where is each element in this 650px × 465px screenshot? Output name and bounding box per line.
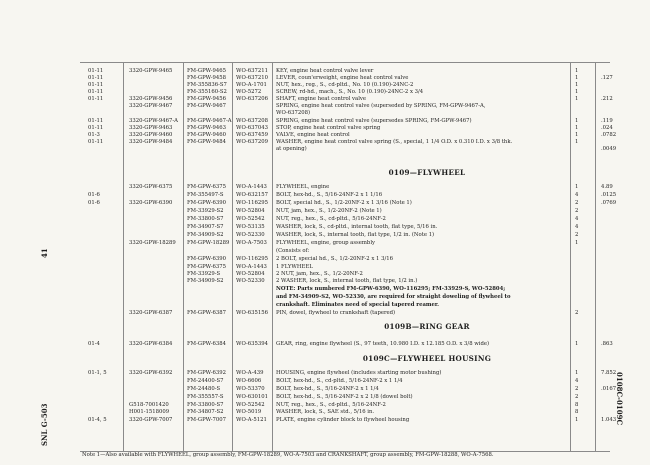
cell-wo: WO-52542 xyxy=(236,216,265,222)
cell-desc: 2 NUT, jam, hex., S., 1/2-20NF-2 xyxy=(276,271,363,277)
cell-wo: WO-637459 xyxy=(236,132,268,138)
cell-desc: 2 BOLT, special hd., S., 1/2-20NF-2 x 1 3/16 xyxy=(276,256,393,262)
cell-fm: FM-24480-S xyxy=(187,386,221,392)
cell-g: 01-4, 5 xyxy=(88,417,107,423)
cell-wt: .119 xyxy=(601,118,613,124)
cell-ford: 3320-GPW-7007 xyxy=(129,417,173,423)
cell-desc: WASHER, lock, S., cd-pltd., internal tooth, flat type, 5/16 in. xyxy=(276,224,438,230)
cell-wo: WO-637211 xyxy=(236,68,268,74)
cell-wo: WO-635156 xyxy=(236,310,268,316)
cell-desc: and FM-34909-S2, WO-52330, are required for straight doweling of flywheel to xyxy=(276,294,511,300)
cell-desc: (Consists of: xyxy=(276,248,310,254)
cell-wo: WO-A-1443 xyxy=(236,264,267,270)
cell-fm: FM-355497-S xyxy=(187,192,224,198)
footnote: Note 1—Also available with FLYWHEEL, group assembly, FM-GPW-18289, WO-A-7503 and CRANKSHAFT, group assembly, FM-GPW-18288, WO-A-7568. xyxy=(82,452,494,458)
cell-wt: 1.043 xyxy=(601,417,617,423)
cell-fm: FM-33800-S7 xyxy=(187,402,224,408)
cell-g: 01-11 xyxy=(88,75,104,81)
cell-qty: 4 xyxy=(575,216,579,222)
section-heading-ring-gear: 0109B—RING GEAR xyxy=(384,322,470,331)
cell-wo: WO-52804 xyxy=(236,271,265,277)
cell-desc: BOLT, special hd., S., 1/2-20NF-2 x 1 3/16 (Note 1) xyxy=(276,200,412,206)
cell-ford: 3320-GPW-6392 xyxy=(129,370,173,376)
cell-wo: WO-632157 xyxy=(236,192,268,198)
cell-wo: WO-637210 xyxy=(236,75,268,81)
cell-fm: FM-33800-S7 xyxy=(187,216,224,222)
cell-fm: FM-GPW-9460 xyxy=(187,132,227,138)
cell-fm: FM-34807-S2 xyxy=(187,409,224,415)
cell-fm: FM-GPW-7007 xyxy=(187,417,227,423)
column-divider xyxy=(123,62,124,452)
cell-wo: WO-116295 xyxy=(236,200,268,206)
cell-desc: KEY, engine heat control valve lever xyxy=(276,68,374,74)
cell-g: 01-4 xyxy=(88,341,100,347)
cell-ford: G518-7001420 xyxy=(129,402,169,408)
cell-wt: .127 xyxy=(601,75,613,81)
cell-ford: 3320-GPW-6387 xyxy=(129,310,173,316)
cell-wo: WO-637208 xyxy=(236,118,268,124)
cell-desc: NUT, jam, hex., S., 1/2-20NF-2 (Note 1) xyxy=(276,208,382,214)
cell-desc: BOLT, hex-hd., S., 5/16-24NF-2 x 1 1/4 xyxy=(276,386,379,392)
cell-qty: 1 xyxy=(575,139,579,145)
cell-desc: WO-637208) xyxy=(276,110,311,116)
cell-qty: 8 xyxy=(575,409,579,415)
section-heading-flywheel-housing: 0109C—FLYWHEEL HOUSING xyxy=(362,354,492,363)
cell-wo: WO-635394 xyxy=(236,341,268,347)
cell-qty: 1 xyxy=(575,370,579,376)
cell-g: 01-11 xyxy=(88,68,104,74)
cell-desc: NUT, reg., hex., S., cd-pltd., 5/16-24NF-2 xyxy=(276,216,386,222)
cell-desc: PLATE, engine cylinder block to flywheel housing xyxy=(276,417,410,423)
column-divider xyxy=(232,62,233,452)
cell-fm: FM-GPW-6387 xyxy=(187,310,227,316)
cell-ford: 3320-GPW-9460 xyxy=(129,132,173,138)
cell-desc: 1 FLYWHEEL xyxy=(276,264,313,270)
cell-fm: FM-GPW-6375 xyxy=(187,184,227,190)
cell-fm: FM-34909-S2 xyxy=(187,232,224,238)
cell-qty: 2 xyxy=(575,208,579,214)
cell-wt: .863 xyxy=(601,341,613,347)
cell-wo: WO-5272 xyxy=(236,89,262,95)
cell-g: 01-11 xyxy=(88,82,104,88)
cell-desc: at opening) xyxy=(276,146,307,152)
cell-qty: 1 xyxy=(575,132,579,138)
cell-desc: VALVE, engine heat control xyxy=(276,132,350,138)
cell-qty: 2 xyxy=(575,200,579,206)
cell-wo: WO-6606 xyxy=(236,378,262,384)
cell-desc: STOP, engine heat control valve spring xyxy=(276,125,381,131)
cell-wo: WO-A-439 xyxy=(236,370,264,376)
cell-desc: NOTE: Parts numbered FM-GPW-6390, WO-116295; FM-33929-S, WO-52804; xyxy=(276,286,506,292)
cell-fm: FM-GPW-9484 xyxy=(187,139,227,145)
cell-wt: .0125 xyxy=(601,192,617,198)
cell-g: 01-11 xyxy=(88,96,104,102)
right-side-label: 0108C-0109C xyxy=(615,372,624,426)
cell-desc: GEAR, ring, engine flywheel (S., 97 teeth, 10.980 I.D. x 12.185 O.D. x 3/8 wide) xyxy=(276,341,490,347)
cell-qty: 4 xyxy=(575,192,579,198)
cell-wt: .0769 xyxy=(601,200,617,206)
cell-wo: WO-A-1443 xyxy=(236,184,267,190)
cell-wt: 7.852 xyxy=(601,370,617,376)
cell-wo: WO-A-7503 xyxy=(236,240,267,246)
cell-g: 01-11 xyxy=(88,118,104,124)
cell-qty: 1 xyxy=(575,68,579,74)
cell-fm: FM-GPW-18289 xyxy=(187,240,230,246)
cell-wo: WO-52542 xyxy=(236,402,265,408)
cell-desc: FLYWHEEL, engine, group assembly xyxy=(276,240,376,246)
cell-qty: 1 xyxy=(575,240,579,246)
cell-qty: 1 xyxy=(575,184,579,190)
cell-qty: 1 xyxy=(575,96,579,102)
cell-fm: FM-33929-S2 xyxy=(187,208,224,214)
cell-g: 01-6 xyxy=(88,200,100,206)
cell-qty: 1 xyxy=(575,118,579,124)
top-rule xyxy=(80,62,610,63)
section-heading-flywheel: 0109—FLYWHEEL xyxy=(388,168,466,177)
cell-qty: 1 xyxy=(575,125,579,131)
cell-ford: 3320-GPW-6390 xyxy=(129,200,173,206)
cell-fm: FM-GPW-9465 xyxy=(187,68,227,74)
cell-ford: 3320-GPW-9484 xyxy=(129,139,173,145)
cell-desc: crankshaft. Eliminates need of special tapered reamer. xyxy=(276,302,440,308)
cell-desc: HOUSING, engine flywheel (includes starting motor bushing) xyxy=(276,370,442,376)
cell-desc: NUT, reg., hex., S., cd-pltd., 5/16-24NF-2 xyxy=(276,402,386,408)
cell-fm: FM-GPW-6375 xyxy=(187,264,227,270)
cell-wo: WO-637206 xyxy=(236,96,268,102)
cell-fm: FM-GPW-6392 xyxy=(187,370,227,376)
cell-wo: WO-630101 xyxy=(236,394,268,400)
cell-desc: WASHER, lock, S., internal tooth, flat type, 1/2 in. (Note 1) xyxy=(276,232,435,238)
cell-g: 01-6 xyxy=(88,192,100,198)
cell-desc: SPRING, engine heat control valve (superseded by SPRING, FM-GPW-9467-A, xyxy=(276,103,486,109)
cell-g: 01-1, 5 xyxy=(88,370,107,376)
cell-fm: FM-GPW-9456 xyxy=(187,96,227,102)
cell-fm: FM-GPW-6384 xyxy=(187,341,227,347)
cell-qty: 8 xyxy=(575,402,579,408)
cell-qty: 1 xyxy=(575,89,579,95)
cell-fm: FM-355836-S7 xyxy=(187,82,227,88)
cell-fm: FM-24400-S7 xyxy=(187,378,224,384)
cell-wt: .0167 xyxy=(601,386,617,392)
cell-desc: BOLT, hex-hd., S., cd-pltd., 5/16-24NF-2 x 1 1/4 xyxy=(276,378,403,384)
cell-wo: WO-A-1701 xyxy=(236,82,267,88)
cell-fm: FM-34907-S7 xyxy=(187,224,224,230)
cell-desc: NUT, hex., reg., S., cd-pltd., No. 10 (0.190)-24NC-2 xyxy=(276,82,414,88)
cell-desc: PIN, dowel, flywheel to crankshaft (tapered) xyxy=(276,310,396,316)
cell-fm: FM-355557-S xyxy=(187,394,224,400)
cell-fm: FM-GPW-9467-A xyxy=(187,118,232,124)
cell-desc: SCREW, rd-hd., mach., S., No. 10 (0.190)-24NC-2 x 3/4 xyxy=(276,89,424,95)
cell-wt: .212 xyxy=(601,96,613,102)
cell-desc: 2 WASHER, lock, S., internal tooth, flat type, 1/2 in.) xyxy=(276,278,418,284)
cell-wt: .0049 xyxy=(601,146,617,152)
cell-desc: BOLT, hex-hd., S., 5/16-24NF-2 x 1 1/16 xyxy=(276,192,383,198)
cell-ford: 3320-GPW-9467 xyxy=(129,103,173,109)
cell-desc: SHAFT, engine heat control valve xyxy=(276,96,367,102)
cell-desc: SPRING, engine heat control valve (supersedes SPRING, FM-GPW-9467) xyxy=(276,118,472,124)
cell-desc: WASHER, engine heat control valve spring (S., special, 1 1/4 O.D. x 0.310 I.D. x 3/8 thk. xyxy=(276,139,513,145)
cell-g: 01-11 xyxy=(88,125,104,131)
cell-wo: WO-A-5121 xyxy=(236,417,267,423)
cell-wo: WO-116295 xyxy=(236,256,268,262)
page-number: 41 xyxy=(40,248,49,258)
cell-ford: 3320-GPW-9456 xyxy=(129,96,173,102)
cell-desc: BOLT, hex-hd., S., 5/16-24NF-2 x 2 1/8 (dowel bolt) xyxy=(276,394,413,400)
cell-g: 01-3 xyxy=(88,132,100,138)
cell-qty: 1 xyxy=(575,417,579,423)
cell-qty: 2 xyxy=(575,232,579,238)
cell-ford: 3320-GPW-6384 xyxy=(129,341,173,347)
cell-ford: 3320-GPW-9467-A xyxy=(129,118,179,124)
cell-wo: WO-637043 xyxy=(236,125,268,131)
cell-qty: 1 xyxy=(575,75,579,81)
cell-wo: WO-53135 xyxy=(236,224,265,230)
cell-fm: FM-GPW-9458 xyxy=(187,75,227,81)
cell-qty: 1 xyxy=(575,341,579,347)
cell-wo: WO-52330 xyxy=(236,232,265,238)
cell-qty: 2 xyxy=(575,386,579,392)
cell-fm: FM-33929-S xyxy=(187,271,221,277)
cell-fm: FM-34909-S2 xyxy=(187,278,224,284)
cell-wt: 4.89 xyxy=(601,184,613,190)
cell-ford: H001-1518009 xyxy=(129,409,170,415)
left-side-label: SNL G-503 xyxy=(40,403,49,446)
cell-fm: FM-GPW-6390 xyxy=(187,200,227,206)
cell-g: 01-11 xyxy=(88,89,104,95)
cell-wo: WO-52330 xyxy=(236,278,265,284)
cell-wo: WO-637209 xyxy=(236,139,268,145)
cell-fm: FM-GPW-9463 xyxy=(187,125,227,131)
cell-ford: 3320-GPW-9463 xyxy=(129,125,173,131)
cell-qty: 4 xyxy=(575,378,579,384)
cell-fm: FM-GPW-9467 xyxy=(187,103,227,109)
cell-qty: 2 xyxy=(575,310,579,316)
cell-desc: FLYWHEEL, engine xyxy=(276,184,330,190)
cell-desc: LEVER, coun'erweight, engine heat control valve xyxy=(276,75,409,81)
cell-wt: .0782 xyxy=(601,132,617,138)
cell-qty: 4 xyxy=(575,224,579,230)
cell-qty: 1 xyxy=(575,82,579,88)
cell-wt: .024 xyxy=(601,125,613,131)
cell-g: 01-11 xyxy=(88,139,104,145)
cell-desc: WASHER, lock, S., SAE std., 5/16 in. xyxy=(276,409,375,415)
column-divider xyxy=(272,62,273,452)
cell-qty: 2 xyxy=(575,394,579,400)
cell-wo: WO-53370 xyxy=(236,386,265,392)
column-divider xyxy=(570,62,571,452)
cell-wo: WO-5019 xyxy=(236,409,262,415)
column-divider xyxy=(595,62,596,452)
cell-ford: 3320-GPW-6375 xyxy=(129,184,173,190)
column-divider xyxy=(183,62,184,452)
cell-wo: WO-52804 xyxy=(236,208,265,214)
cell-fm: FM-GPW-6390 xyxy=(187,256,227,262)
cell-ford: 3320-GPW-9465 xyxy=(129,68,173,74)
cell-fm: FM-355160-S2 xyxy=(187,89,227,95)
cell-ford: 3320-GPW-18289 xyxy=(129,240,176,246)
